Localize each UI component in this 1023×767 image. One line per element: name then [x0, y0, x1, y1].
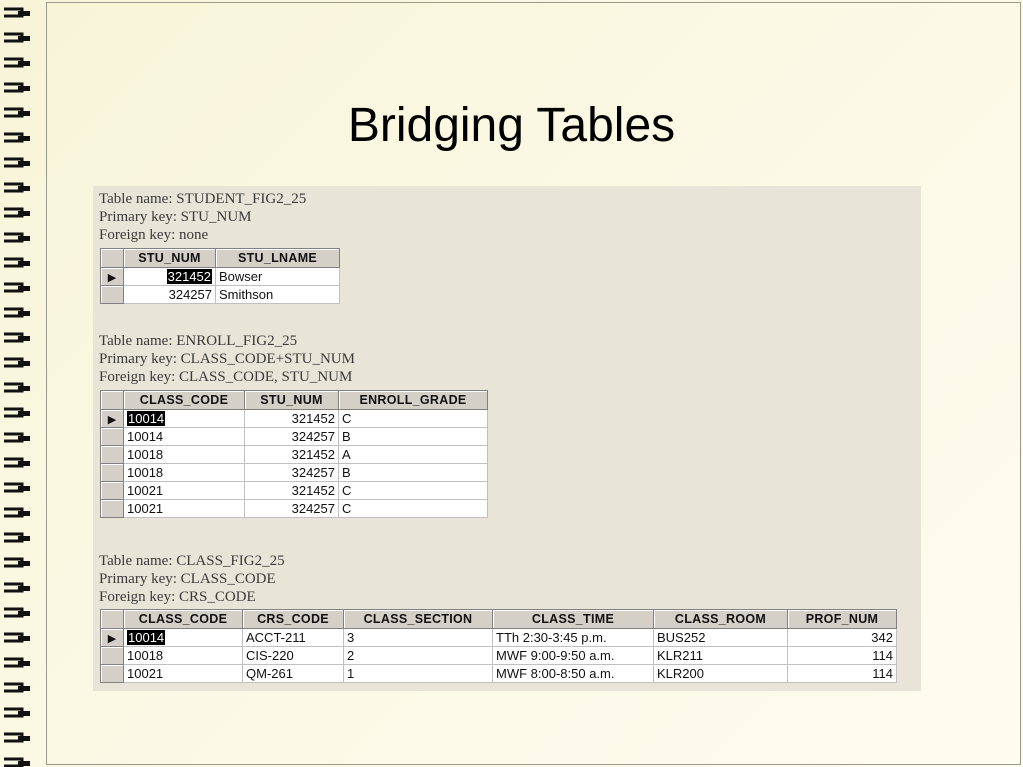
enroll-table-name: Table name: ENROLL_FIG2_25 [99, 333, 298, 349]
record-selector-arrow-icon: ▶ [107, 272, 117, 284]
table-cell[interactable]: TTh 2:30-3:45 p.m. [493, 629, 654, 647]
table-cell[interactable]: 342 [788, 629, 897, 647]
binding-ring [4, 59, 30, 66]
binding-ring [4, 659, 30, 666]
table-cell[interactable]: 321452 [124, 268, 216, 286]
table-cell[interactable]: 324257 [245, 428, 339, 446]
table-cell[interactable]: C [339, 482, 488, 500]
student-header-row [101, 249, 340, 268]
row-selector[interactable] [101, 647, 124, 665]
binding-ring [4, 309, 30, 316]
enroll-table [100, 390, 488, 518]
table-cell[interactable]: 10014 [124, 410, 245, 428]
record-selector-arrow-icon: ▶ [107, 633, 117, 645]
binding-ring [4, 334, 30, 341]
table-cell[interactable]: 10014 [124, 629, 243, 647]
binding-ring [4, 534, 30, 541]
column-header-stu-lname[interactable]: STU_LNAME [216, 249, 340, 268]
student-foreign-key: Foreign key: none [99, 227, 209, 243]
student-table-name: Table name: STUDENT_FIG2_25 [99, 191, 307, 207]
table-row[interactable] [101, 446, 488, 464]
table-cell[interactable]: C [339, 410, 488, 428]
binding-ring [4, 384, 30, 391]
table-cell[interactable]: B [339, 428, 488, 446]
binding-ring [4, 234, 30, 241]
binding-ring [4, 409, 30, 416]
table-row[interactable] [101, 268, 340, 286]
table-cell[interactable]: A [339, 446, 488, 464]
row-selector-header[interactable] [101, 249, 124, 268]
table-cell[interactable]: 10021 [124, 665, 243, 683]
row-selector[interactable] [101, 665, 124, 683]
table-row[interactable] [101, 428, 488, 446]
column-header-prof-num[interactable]: PROF_NUM [788, 610, 897, 629]
table-cell[interactable]: 321452 [245, 482, 339, 500]
binding-ring [4, 9, 30, 16]
student-primary-key: Primary key: STU_NUM [99, 209, 252, 225]
table-cell[interactable]: 324257 [124, 286, 216, 304]
student-table [100, 248, 340, 304]
table-cell[interactable]: 114 [788, 665, 897, 683]
row-selector-header[interactable] [101, 391, 124, 410]
binding-ring [4, 34, 30, 41]
slide-title: Bridging Tables [347, 99, 676, 152]
table-row[interactable] [101, 500, 488, 518]
binding-ring [4, 684, 30, 691]
table-cell[interactable]: 3 [344, 629, 493, 647]
table-row[interactable] [101, 665, 897, 683]
class-header-row [101, 610, 897, 629]
row-selector[interactable] [101, 464, 124, 482]
binding-ring [4, 434, 30, 441]
column-header-class-time[interactable]: CLASS_TIME [493, 610, 654, 629]
column-header-stu-num[interactable]: STU_NUM [245, 391, 339, 410]
row-selector[interactable] [101, 268, 124, 286]
column-header-class-section[interactable]: CLASS_SECTION [344, 610, 493, 629]
record-selector-arrow-icon: ▶ [107, 414, 117, 426]
binding-ring [4, 584, 30, 591]
table-cell[interactable]: KLR200 [654, 665, 788, 683]
table-cell[interactable]: 10018 [124, 446, 245, 464]
table-cell[interactable]: 10021 [124, 500, 245, 518]
table-cell[interactable]: 114 [788, 647, 897, 665]
table-cell[interactable]: MWF 8:00-8:50 a.m. [493, 665, 654, 683]
binding-ring [4, 209, 30, 216]
table-cell[interactable]: 324257 [245, 500, 339, 518]
table-cell[interactable]: 321452 [245, 446, 339, 464]
table-cell[interactable]: MWF 9:00-9:50 a.m. [493, 647, 654, 665]
table-cell[interactable]: 10018 [124, 464, 245, 482]
table-cell[interactable]: KLR211 [654, 647, 788, 665]
table-row[interactable] [101, 629, 897, 647]
table-row[interactable] [101, 410, 488, 428]
binding-ring [4, 159, 30, 166]
table-cell[interactable]: 324257 [245, 464, 339, 482]
row-selector[interactable] [101, 446, 124, 464]
column-header-class-code[interactable]: CLASS_CODE [124, 391, 245, 410]
binding-ring [4, 459, 30, 466]
class-table-meta [99, 552, 285, 606]
table-cell[interactable]: CIS-220 [243, 647, 344, 665]
class-table [100, 609, 897, 683]
row-selector[interactable] [101, 629, 124, 647]
enroll-foreign-key: Foreign key: CLASS_CODE, STU_NUM [99, 369, 353, 385]
table-cell[interactable]: 10018 [124, 647, 243, 665]
binding-ring [4, 759, 30, 766]
table-cell[interactable]: 1 [344, 665, 493, 683]
binding-ring [4, 559, 30, 566]
table-cell[interactable]: 321452 [245, 410, 339, 428]
binding-ring [4, 84, 30, 91]
row-selector-header[interactable] [101, 610, 124, 629]
binding-ring [4, 709, 30, 716]
table-cell[interactable]: BUS252 [654, 629, 788, 647]
table-row[interactable] [101, 482, 488, 500]
enroll-table-meta [99, 332, 355, 386]
column-header-enroll-grade[interactable]: ENROLL_GRADE [339, 391, 488, 410]
row-selector[interactable] [101, 410, 124, 428]
student-table-meta [99, 190, 306, 244]
table-cell[interactable]: C [339, 500, 488, 518]
column-header-class-room[interactable]: CLASS_ROOM [654, 610, 788, 629]
enroll-primary-key: Primary key: CLASS_CODE+STU_NUM [99, 351, 355, 367]
binding-ring [4, 634, 30, 641]
binding-ring [4, 509, 30, 516]
table-cell[interactable]: B [339, 464, 488, 482]
table-cell[interactable]: 10014 [124, 428, 245, 446]
row-selector[interactable] [101, 286, 124, 304]
binding-ring [4, 359, 30, 366]
column-header-stu-num[interactable]: STU_NUM [124, 249, 216, 268]
table-cell[interactable]: Smithson [216, 286, 340, 304]
binding-ring [4, 184, 30, 191]
table-row[interactable] [101, 464, 488, 482]
table-cell[interactable]: ACCT-211 [243, 629, 344, 647]
row-selector[interactable] [101, 482, 124, 500]
table-cell[interactable]: 2 [344, 647, 493, 665]
table-cell[interactable]: QM-261 [243, 665, 344, 683]
binding-ring [4, 259, 30, 266]
database-figure [93, 186, 921, 691]
binding-ring [4, 609, 30, 616]
class-table-name: Table name: CLASS_FIG2_25 [99, 553, 285, 569]
column-header-crs-code[interactable]: CRS_CODE [243, 610, 344, 629]
row-selector[interactable] [101, 428, 124, 446]
binding-ring [4, 734, 30, 741]
table-row[interactable] [101, 286, 340, 304]
class-foreign-key: Foreign key: CRS_CODE [99, 589, 256, 605]
row-selector[interactable] [101, 500, 124, 518]
binding-ring [4, 484, 30, 491]
column-header-class-code[interactable]: CLASS_CODE [124, 610, 243, 629]
enroll-header-row [101, 391, 488, 410]
table-row[interactable] [101, 647, 897, 665]
table-cell[interactable]: Bowser [216, 268, 340, 286]
binding-ring [4, 284, 30, 291]
table-cell[interactable]: 10021 [124, 482, 245, 500]
class-primary-key: Primary key: CLASS_CODE [99, 571, 276, 587]
